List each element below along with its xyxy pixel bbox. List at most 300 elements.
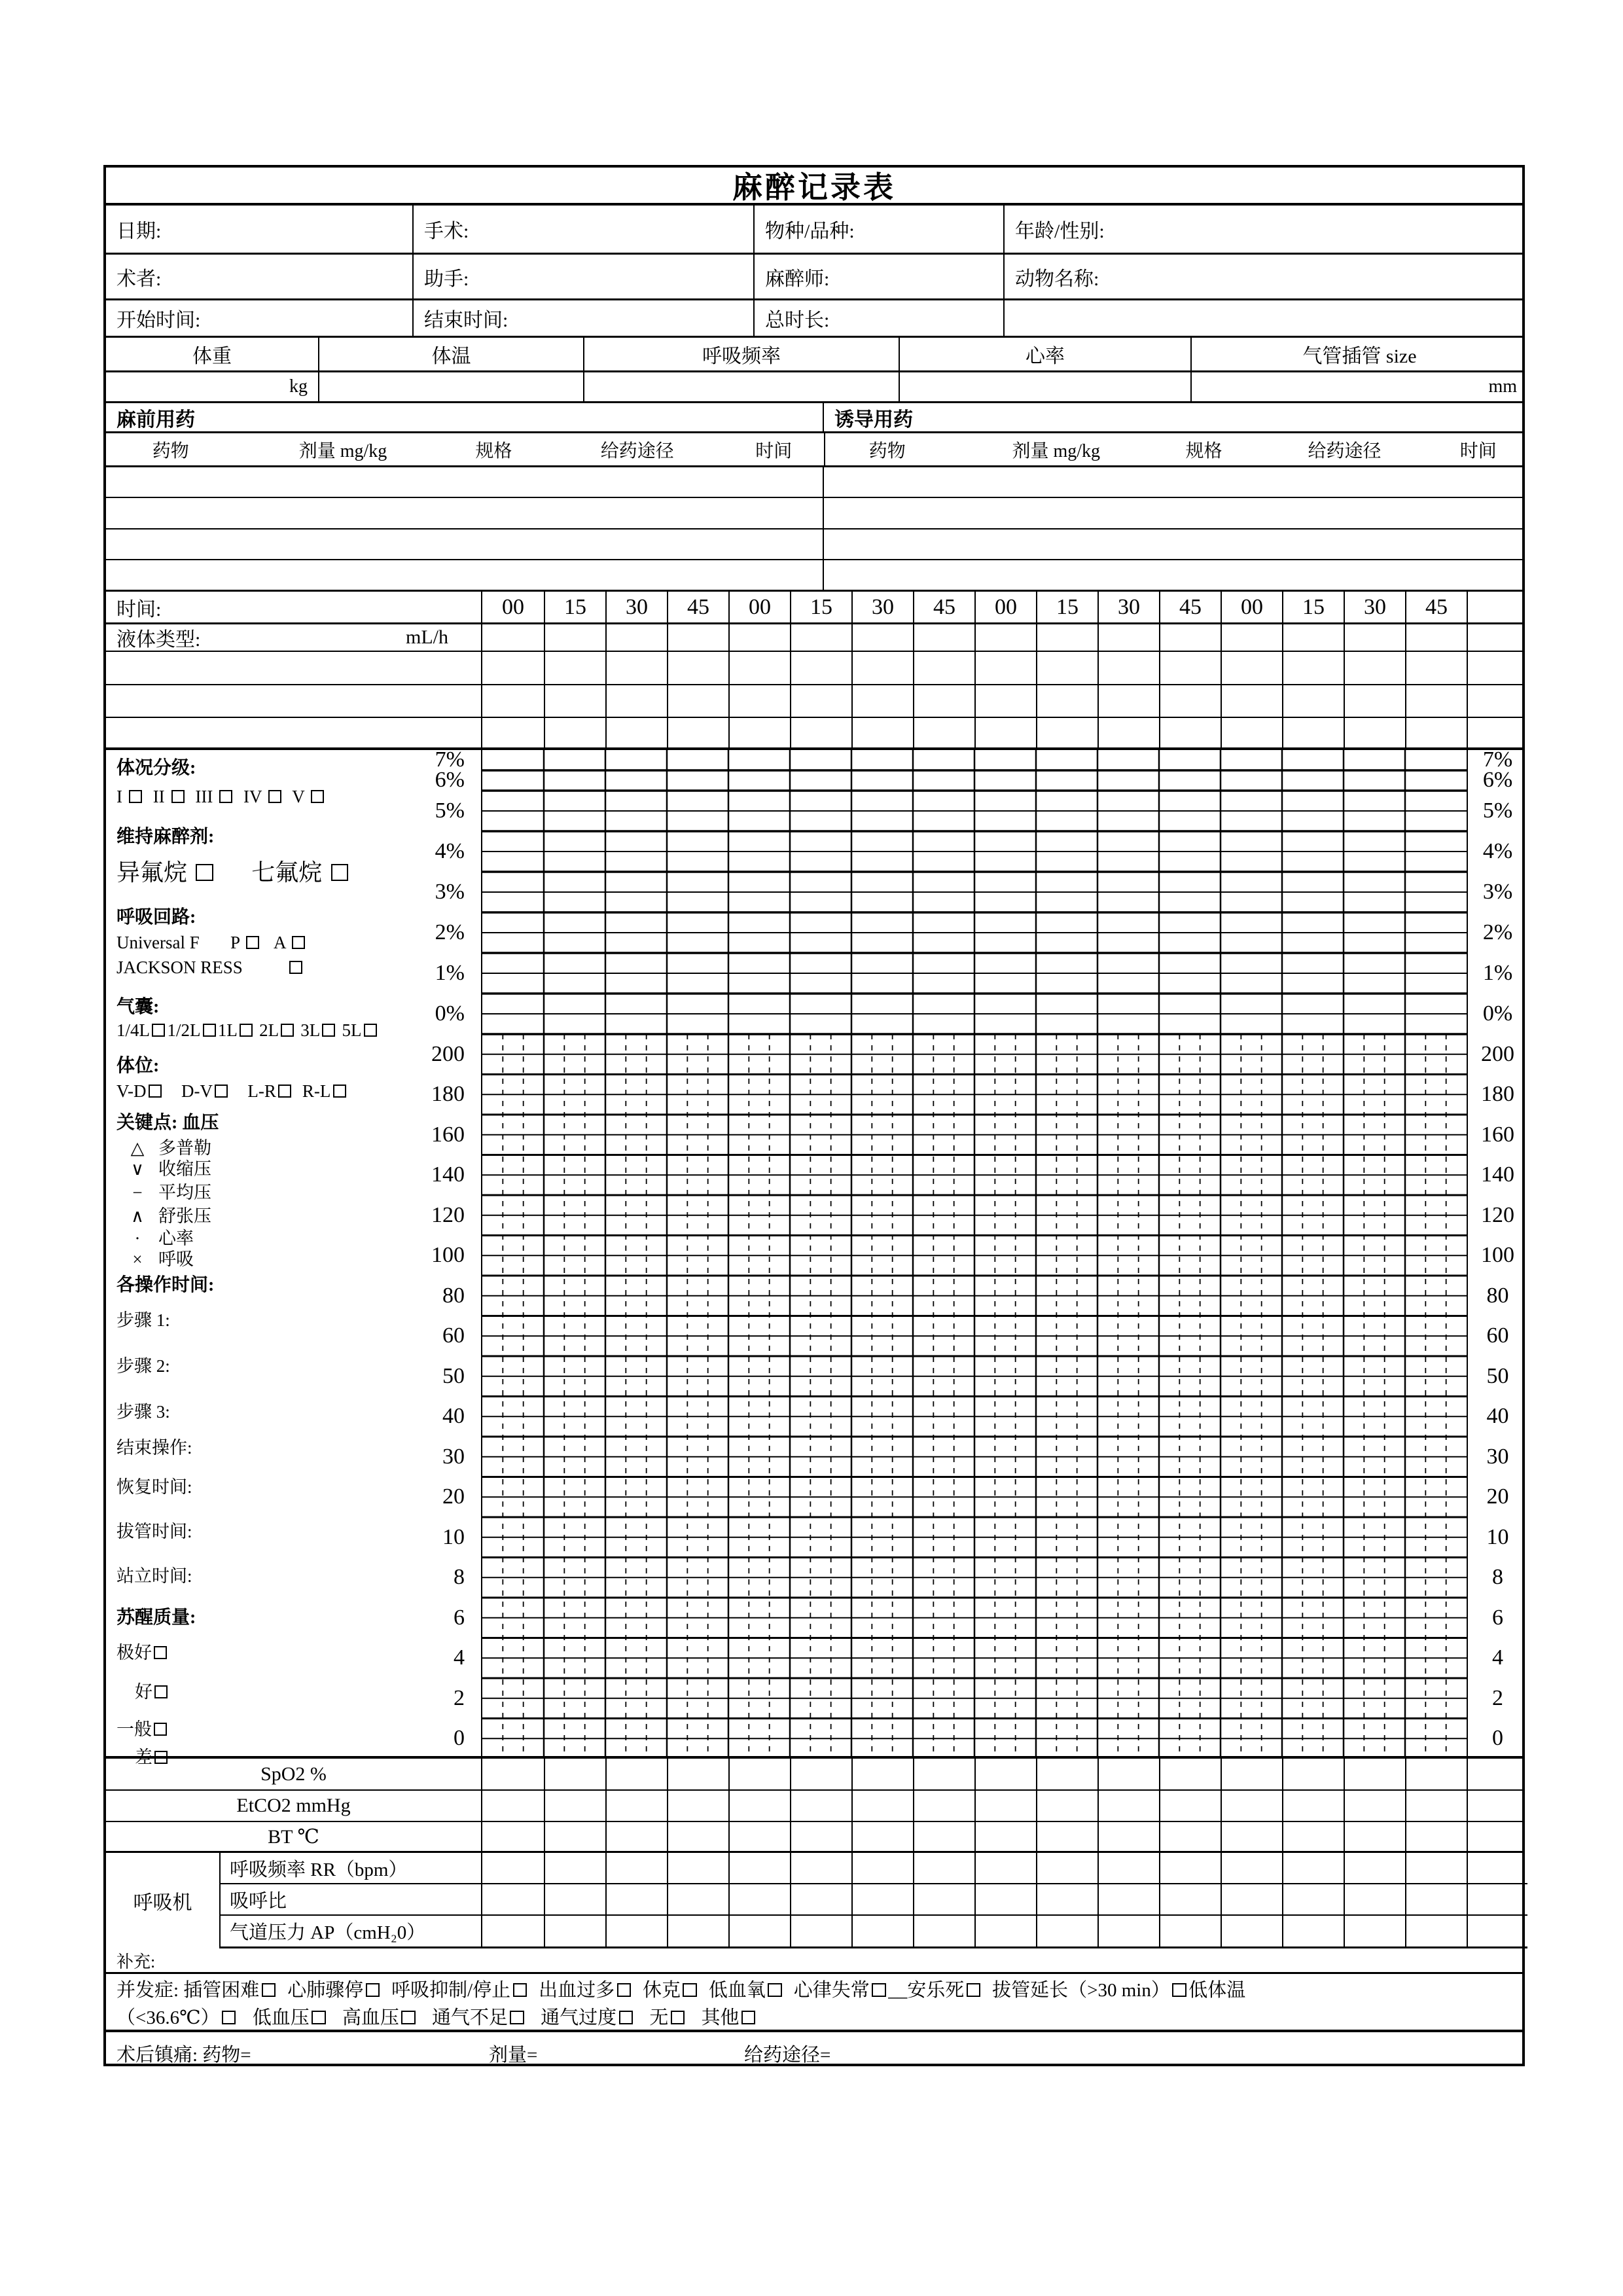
grid-cell[interactable] xyxy=(1097,1759,1159,1789)
checkbox[interactable] xyxy=(366,1983,380,1997)
sidebar-item: △ 多普勒 xyxy=(116,1138,211,1160)
et-tube-size-header: 气管插管 size xyxy=(1302,346,1417,367)
grid-cell[interactable] xyxy=(790,1822,851,1851)
value-scale-label: 50 xyxy=(1486,1363,1509,1388)
value-scale-label: 6 xyxy=(454,1605,465,1630)
grid-cell[interactable] xyxy=(1405,1791,1467,1821)
fluid-row xyxy=(106,624,1522,652)
grid-cell[interactable] xyxy=(1405,1759,1467,1789)
grid-cell[interactable] xyxy=(1344,652,1405,684)
time-slot-cells xyxy=(482,592,1467,622)
grid-cell[interactable] xyxy=(790,1853,851,1883)
sidebar-item[interactable]: JACKSON RESS xyxy=(116,957,304,979)
checkbox[interactable] xyxy=(872,1983,885,1997)
grid-cell[interactable] xyxy=(482,1822,544,1851)
grid-cell[interactable] xyxy=(1221,1759,1282,1789)
grid-cell[interactable] xyxy=(667,1853,728,1883)
grid-cell[interactable] xyxy=(974,1822,1036,1851)
grid-cell[interactable] xyxy=(1159,685,1221,717)
sidebar-item: − 平均压 xyxy=(116,1182,211,1204)
grid-cell[interactable] xyxy=(544,624,605,651)
grid-cell[interactable] xyxy=(728,652,790,684)
grid-cell[interactable] xyxy=(1344,1916,1405,1946)
sidebar-item: 步骤 2: xyxy=(116,1356,170,1376)
row-label-cell[interactable] xyxy=(106,718,482,747)
percent-scale-label: 7% xyxy=(435,747,465,772)
grid-cell[interactable] xyxy=(482,1759,544,1789)
grid-cell[interactable] xyxy=(1282,685,1344,717)
grid-cell[interactable] xyxy=(1036,685,1097,717)
checkbox[interactable] xyxy=(401,2011,415,2024)
time-extra-cell xyxy=(1467,592,1527,622)
percent-scale-label: 6% xyxy=(1482,768,1513,792)
col-drug: 药物 xyxy=(868,440,906,461)
premed-title: 麻前用药 xyxy=(106,403,824,431)
grid-cell[interactable] xyxy=(851,685,913,717)
respiratory-rate-value-cell[interactable] xyxy=(584,372,900,401)
induction-entry-cell[interactable] xyxy=(824,498,1527,528)
grid-cell[interactable] xyxy=(1282,1822,1344,1851)
premed-entry-cell[interactable] xyxy=(106,560,824,590)
percent-scale-label: 1% xyxy=(435,961,465,985)
grid-cell[interactable] xyxy=(667,1916,728,1946)
grid-cell[interactable] xyxy=(790,685,851,717)
col-spec: 规格 xyxy=(1185,440,1222,461)
grid-cell[interactable] xyxy=(728,1853,790,1883)
grid-cell[interactable] xyxy=(1221,624,1282,651)
sidebar-item[interactable]: I II III IV V xyxy=(116,786,326,808)
grid-cell[interactable] xyxy=(1097,1916,1159,1946)
value-scale-label: 60 xyxy=(442,1323,465,1348)
grid-cell[interactable] xyxy=(790,1916,851,1946)
grid-cell[interactable] xyxy=(1221,718,1282,747)
grid-cell[interactable] xyxy=(482,1791,544,1821)
sidebar-item[interactable]: 异氟烷 七氟烷 xyxy=(116,858,351,888)
grid-cell[interactable] xyxy=(851,718,913,747)
grid-cell[interactable] xyxy=(790,624,851,651)
grid-cell[interactable] xyxy=(482,624,544,651)
temperature-header: 体温 xyxy=(319,338,584,370)
time-slot-cell[interactable]: 00 xyxy=(974,592,1036,622)
sidebar-item[interactable]: 差 xyxy=(135,1747,169,1769)
grid-cell[interactable] xyxy=(544,1759,605,1789)
medication-row xyxy=(106,498,1522,529)
percent-scale-label: 4% xyxy=(435,839,465,863)
grid-cell[interactable] xyxy=(1221,1853,1282,1883)
monitoring-chart-grid[interactable] xyxy=(482,750,1467,1759)
keypoint-symbol: △ xyxy=(130,1138,145,1158)
grid-cell[interactable] xyxy=(1036,1853,1097,1883)
grid-cell[interactable] xyxy=(913,1916,974,1946)
checkbox[interactable] xyxy=(617,1983,631,1997)
grid-cell[interactable] xyxy=(1344,718,1405,747)
date-field[interactable]: 日期: xyxy=(106,206,414,253)
grid-cell[interactable] xyxy=(482,1853,544,1883)
grid-cell[interactable] xyxy=(482,1916,544,1946)
sidebar-item: 体位: xyxy=(116,1056,160,1076)
grid-cell[interactable] xyxy=(851,1916,913,1946)
grid-cell[interactable] xyxy=(1405,1916,1467,1946)
grid-cell[interactable] xyxy=(605,1822,667,1851)
grid-cell[interactable] xyxy=(605,1916,667,1946)
sidebar-item: 步骤 3: xyxy=(116,1402,170,1422)
grid-cell[interactable] xyxy=(544,1853,605,1883)
checkbox[interactable] xyxy=(262,1983,276,1997)
time-slot-cell[interactable]: 00 xyxy=(1221,592,1282,622)
grid-cell[interactable] xyxy=(1405,1822,1467,1851)
grid-cell[interactable] xyxy=(974,1791,1036,1821)
anesthesia-form xyxy=(103,165,1525,2066)
checkbox[interactable] xyxy=(513,1983,527,1997)
start-time-field[interactable]: 开始时间: xyxy=(106,300,414,336)
grid-cell[interactable] xyxy=(544,718,605,747)
fluid-label-cell[interactable] xyxy=(106,624,482,651)
complications-line1[interactable]: 并发症: 插管困难 心肺骤停 呼吸抑制/停止 出血过多 休克 低血氧 心律失常 __安乐死 拔管延长（>30 min） 低体温 xyxy=(116,1980,1246,2001)
grid-cell[interactable] xyxy=(974,652,1036,684)
grid-cell[interactable] xyxy=(974,624,1036,651)
percent-scale-label: 3% xyxy=(1482,880,1513,904)
grid-cell[interactable] xyxy=(667,652,728,684)
grid-cell[interactable] xyxy=(1159,1853,1221,1883)
time-slot-cell[interactable]: 30 xyxy=(1097,592,1159,622)
value-scale-label: 140 xyxy=(431,1162,465,1187)
grid-cell[interactable] xyxy=(1159,718,1221,747)
grid-cell[interactable] xyxy=(728,1759,790,1789)
value-scale-label: 160 xyxy=(1481,1122,1514,1147)
grid-cell[interactable] xyxy=(1405,1853,1467,1883)
time-slot-cell[interactable]: 15 xyxy=(1036,592,1097,622)
grid-cell[interactable] xyxy=(913,1884,974,1914)
value-scale-label: 4 xyxy=(454,1645,465,1670)
grid-cell[interactable] xyxy=(1344,1822,1405,1851)
analgesia-dose-label[interactable]: 剂量= xyxy=(489,2045,538,2066)
grid-cell[interactable] xyxy=(1097,652,1159,684)
col-time: 时间 xyxy=(1459,440,1497,461)
value-scale-label: 180 xyxy=(431,1082,465,1107)
grid-cell[interactable] xyxy=(482,1884,544,1914)
analgesia-route-label[interactable]: 给药途径= xyxy=(744,2045,831,2066)
sidebar-item: · 心率 xyxy=(116,1228,194,1250)
grid-cell[interactable] xyxy=(1282,1884,1344,1914)
checkbox[interactable] xyxy=(741,2011,755,2024)
grid-cell[interactable] xyxy=(790,652,851,684)
grid-cell[interactable] xyxy=(728,1884,790,1914)
grid-cell[interactable] xyxy=(1036,1791,1097,1821)
checkbox[interactable] xyxy=(671,2011,685,2024)
checkbox[interactable] xyxy=(619,2011,633,2024)
grid-cell[interactable] xyxy=(974,718,1036,747)
page-title: 麻醉记录表 xyxy=(106,168,1522,206)
grid-cell[interactable] xyxy=(1282,1759,1344,1789)
time-slot-cell[interactable]: 30 xyxy=(1344,592,1405,622)
grid-cell[interactable] xyxy=(1344,1759,1405,1789)
time-slot-cell[interactable]: 15 xyxy=(544,592,605,622)
grid-cell[interactable] xyxy=(667,1822,728,1851)
grid-cell[interactable] xyxy=(544,1916,605,1946)
grid-cell[interactable] xyxy=(1036,1884,1097,1914)
checkbox[interactable] xyxy=(312,2011,325,2024)
grid-cell[interactable] xyxy=(1344,1853,1405,1883)
grid-cell[interactable] xyxy=(1097,624,1159,651)
grid-cell[interactable] xyxy=(913,1853,974,1883)
fluid-unit-label: mL/h xyxy=(406,626,448,648)
time-slot-cell[interactable]: 15 xyxy=(1282,592,1344,622)
grid-cell[interactable] xyxy=(913,1791,974,1821)
grid-cell[interactable] xyxy=(605,1853,667,1883)
grid-cell[interactable] xyxy=(1159,1759,1221,1789)
grid-cell[interactable] xyxy=(913,718,974,747)
grid-cell[interactable] xyxy=(544,1884,605,1914)
grid-cell[interactable] xyxy=(1221,1884,1282,1914)
sidebar-item: 呼吸回路: xyxy=(116,907,196,927)
grid-cell[interactable] xyxy=(851,652,913,684)
grid-cell[interactable] xyxy=(913,685,974,717)
surgery-field[interactable]: 手术: xyxy=(414,206,755,253)
grid-cell[interactable] xyxy=(1405,652,1467,684)
ventilator-rr-row xyxy=(221,1853,1527,1884)
grid-cell[interactable] xyxy=(1282,1853,1344,1883)
grid-cell[interactable] xyxy=(1159,1884,1221,1914)
percent-scale-label: 2% xyxy=(435,920,465,944)
value-scale-label: 50 xyxy=(442,1363,465,1388)
grid-cell[interactable] xyxy=(1282,718,1344,747)
grid-cell[interactable] xyxy=(728,1791,790,1821)
analgesia-drug-label[interactable]: 术后镇痛: 药物= xyxy=(116,2045,251,2066)
time-slot-cell[interactable]: 45 xyxy=(1405,592,1467,622)
value-scale-label: 60 xyxy=(1486,1323,1509,1348)
grid-cell[interactable] xyxy=(728,685,790,717)
grid-cell[interactable] xyxy=(1221,652,1282,684)
grid-cell[interactable] xyxy=(605,718,667,747)
info-row-3 xyxy=(106,300,1522,338)
grid-cell[interactable] xyxy=(851,1791,913,1821)
total-duration-field[interactable]: 总时长: xyxy=(755,300,1005,336)
scale-labels-left xyxy=(106,747,474,1756)
grid-cell[interactable] xyxy=(790,1791,851,1821)
premed-entry-cell[interactable] xyxy=(106,467,824,497)
grid-cell[interactable] xyxy=(1036,1759,1097,1789)
time-slot-cell[interactable]: 45 xyxy=(913,592,974,622)
grid-cell[interactable] xyxy=(1405,718,1467,747)
assistant-field[interactable]: 助手: xyxy=(414,255,755,298)
checkbox[interactable] xyxy=(967,1983,980,1997)
vitals-header-row xyxy=(106,338,1522,372)
grid-cell[interactable] xyxy=(667,685,728,717)
grid-cell[interactable] xyxy=(1282,624,1344,651)
grid-cell[interactable] xyxy=(544,1822,605,1851)
grid-cell[interactable] xyxy=(1097,1853,1159,1883)
grid-cell[interactable] xyxy=(851,1884,913,1914)
temperature-value-cell[interactable] xyxy=(319,372,584,401)
time-slot-cell[interactable]: 15 xyxy=(790,592,851,622)
spo2-row xyxy=(106,1759,1522,1791)
grid-cell[interactable] xyxy=(913,1822,974,1851)
surgeon-field[interactable]: 术者: xyxy=(106,255,414,298)
grid-cell[interactable] xyxy=(1221,1916,1282,1946)
grid-cell[interactable] xyxy=(544,685,605,717)
grid-cell[interactable] xyxy=(544,1791,605,1821)
end-time-field[interactable]: 结束时间: xyxy=(414,300,755,336)
premed-entry-cell[interactable] xyxy=(106,529,824,559)
induction-entry-cell[interactable] xyxy=(824,529,1527,559)
grid-cell[interactable] xyxy=(913,624,974,651)
sidebar-item[interactable]: 一般 xyxy=(116,1719,169,1741)
grid-cell[interactable] xyxy=(1097,1822,1159,1851)
grid-cell[interactable] xyxy=(974,1853,1036,1883)
animal-name-field[interactable]: 动物名称: xyxy=(1015,268,1099,290)
checkbox[interactable] xyxy=(1172,1983,1186,1997)
sidebar-item[interactable]: V-D D-V L-R R-L xyxy=(116,1081,348,1103)
grid-cell[interactable] xyxy=(1097,718,1159,747)
sidebar-item[interactable]: 极好 xyxy=(116,1642,169,1664)
grid-cell[interactable] xyxy=(1097,685,1159,717)
sidebar-item[interactable]: Universal F P A xyxy=(116,932,307,954)
grid-cell[interactable] xyxy=(482,718,544,747)
grid-cell[interactable] xyxy=(1097,1791,1159,1821)
grid-cell[interactable] xyxy=(667,718,728,747)
value-scale-label: 100 xyxy=(431,1243,465,1268)
grid-cell[interactable] xyxy=(1221,1822,1282,1851)
sidebar-item: ∨ 收缩压 xyxy=(116,1158,211,1181)
grid-cell[interactable] xyxy=(544,652,605,684)
grid-cell[interactable] xyxy=(728,624,790,651)
weight-value-cell[interactable]: kg xyxy=(106,372,319,401)
sidebar-item[interactable]: 1/4L 1/2L 1L 2L 3L 5L xyxy=(116,1020,379,1042)
time-slot-cell[interactable]: 30 xyxy=(605,592,667,622)
grid-cell[interactable] xyxy=(974,1884,1036,1914)
chart-band xyxy=(106,747,1522,1767)
grid-cell[interactable] xyxy=(605,652,667,684)
time-slot-cell[interactable]: 00 xyxy=(728,592,790,622)
sidebar-item: 结束操作: xyxy=(116,1438,192,1458)
grid-cell[interactable] xyxy=(1159,624,1221,651)
percent-scale-label: 6% xyxy=(435,768,465,792)
grid-cell[interactable] xyxy=(605,624,667,651)
percent-scale-label: 1% xyxy=(1482,961,1513,985)
empty-grid-row xyxy=(106,718,1522,750)
grid-cell[interactable] xyxy=(667,624,728,651)
grid-cell[interactable] xyxy=(851,1853,913,1883)
grid-cell[interactable] xyxy=(851,1759,913,1789)
grid-cell[interactable] xyxy=(1344,685,1405,717)
sidebar-item: 苏醒质量: xyxy=(116,1607,196,1628)
grid-cell[interactable] xyxy=(605,685,667,717)
grid-cell[interactable] xyxy=(1282,652,1344,684)
checkbox[interactable] xyxy=(768,1983,781,1997)
grid-cell[interactable] xyxy=(790,718,851,747)
keypoint-symbol: ∨ xyxy=(131,1159,144,1179)
species-breed-field[interactable]: 物种/品种: xyxy=(755,206,1005,253)
grid-cell[interactable] xyxy=(1036,1916,1097,1946)
grid-cell[interactable] xyxy=(913,1759,974,1789)
supplement-row[interactable]: 补充: xyxy=(106,1948,1522,1974)
induction-title: 诱导用药 xyxy=(834,408,913,431)
grid-cell[interactable] xyxy=(1097,1884,1159,1914)
grid-cell[interactable] xyxy=(851,1822,913,1851)
col-dose: 剂量 mg/kg xyxy=(1012,440,1101,461)
induction-entry-cell[interactable] xyxy=(824,560,1527,590)
grid-cell[interactable] xyxy=(605,1759,667,1789)
grid-cell[interactable] xyxy=(974,1916,1036,1946)
grid-cell[interactable] xyxy=(974,685,1036,717)
grid-cell[interactable] xyxy=(974,1759,1036,1789)
grid-cell[interactable] xyxy=(1036,624,1097,651)
grid-cell[interactable] xyxy=(1159,1822,1221,1851)
premed-entry-cell[interactable] xyxy=(106,498,824,528)
grid-cell[interactable] xyxy=(1344,624,1405,651)
ventilator-rr-label: 呼吸频率 RR（bpm） xyxy=(221,1853,482,1883)
grid-cell[interactable] xyxy=(667,1759,728,1789)
keypoint-symbol: · xyxy=(134,1229,141,1248)
time-slot-cell[interactable]: 45 xyxy=(1159,592,1221,622)
value-scale-label: 160 xyxy=(431,1122,465,1147)
grid-cell[interactable] xyxy=(605,1884,667,1914)
grid-cell[interactable] xyxy=(728,718,790,747)
etco2-label: EtCO2 mmHg xyxy=(106,1791,482,1821)
grid-cell[interactable] xyxy=(913,652,974,684)
grid-cell[interactable] xyxy=(1036,652,1097,684)
grid-cell[interactable] xyxy=(1344,1791,1405,1821)
value-scale-label: 80 xyxy=(1486,1283,1509,1308)
grid-cell[interactable] xyxy=(1036,718,1097,747)
grid-cell[interactable] xyxy=(1344,1884,1405,1914)
grid-cell[interactable] xyxy=(1221,685,1282,717)
induction-entry-cell[interactable] xyxy=(824,467,1527,497)
grid-cell[interactable] xyxy=(667,1884,728,1914)
grid-cell[interactable] xyxy=(482,685,544,717)
value-scale-label: 40 xyxy=(1486,1404,1509,1429)
grid-cell[interactable] xyxy=(1405,685,1467,717)
anesthetist-field[interactable]: 麻醉师: xyxy=(755,255,1005,298)
time-row-label: 时间: xyxy=(106,592,482,622)
row-label-cell[interactable] xyxy=(106,652,482,684)
value-scale-label: 8 xyxy=(454,1565,465,1590)
grid-cell[interactable] xyxy=(482,652,544,684)
grid-cell[interactable] xyxy=(790,1884,851,1914)
grid-cell[interactable] xyxy=(1159,652,1221,684)
grid-cell[interactable] xyxy=(728,1916,790,1946)
grid-cell[interactable] xyxy=(790,1759,851,1789)
row-label-cell[interactable] xyxy=(106,685,482,717)
value-scale-label: 20 xyxy=(1486,1484,1509,1509)
grid-cell[interactable] xyxy=(1405,1884,1467,1914)
time-slot-cell[interactable]: 45 xyxy=(667,592,728,622)
grid-cell[interactable] xyxy=(1159,1916,1221,1946)
grid-cell[interactable] xyxy=(1282,1916,1344,1946)
checkbox[interactable] xyxy=(510,2011,524,2024)
sidebar-item[interactable]: 好 xyxy=(135,1681,169,1704)
heart-rate-value-cell[interactable] xyxy=(900,372,1192,401)
grid-cell[interactable] xyxy=(1405,624,1467,651)
grid-cell[interactable] xyxy=(851,624,913,651)
time-slot-cell[interactable]: 30 xyxy=(851,592,913,622)
checkbox[interactable] xyxy=(683,1983,696,1997)
time-slot-cell[interactable]: 00 xyxy=(502,594,524,619)
age-sex-field[interactable]: 年龄/性别: xyxy=(1015,221,1105,242)
complications-line2[interactable]: （<36.6℃） 低血压 高血压 通气不足 通气过度 无 其他 xyxy=(116,2004,1522,2032)
grid-cell[interactable] xyxy=(728,1822,790,1851)
checkbox[interactable] xyxy=(222,2011,236,2024)
grid-cell[interactable] xyxy=(1282,1791,1344,1821)
grid-cell[interactable] xyxy=(1221,1791,1282,1821)
fluid-type-label: 液体类型: xyxy=(116,629,201,651)
grid-cell[interactable] xyxy=(605,1791,667,1821)
induction-columns xyxy=(824,433,1527,465)
et-tube-size-value-cell[interactable]: mm xyxy=(1488,376,1517,397)
grid-cell[interactable] xyxy=(1159,1791,1221,1821)
grid-cell[interactable] xyxy=(667,1791,728,1821)
grid-cell[interactable] xyxy=(1036,1822,1097,1851)
